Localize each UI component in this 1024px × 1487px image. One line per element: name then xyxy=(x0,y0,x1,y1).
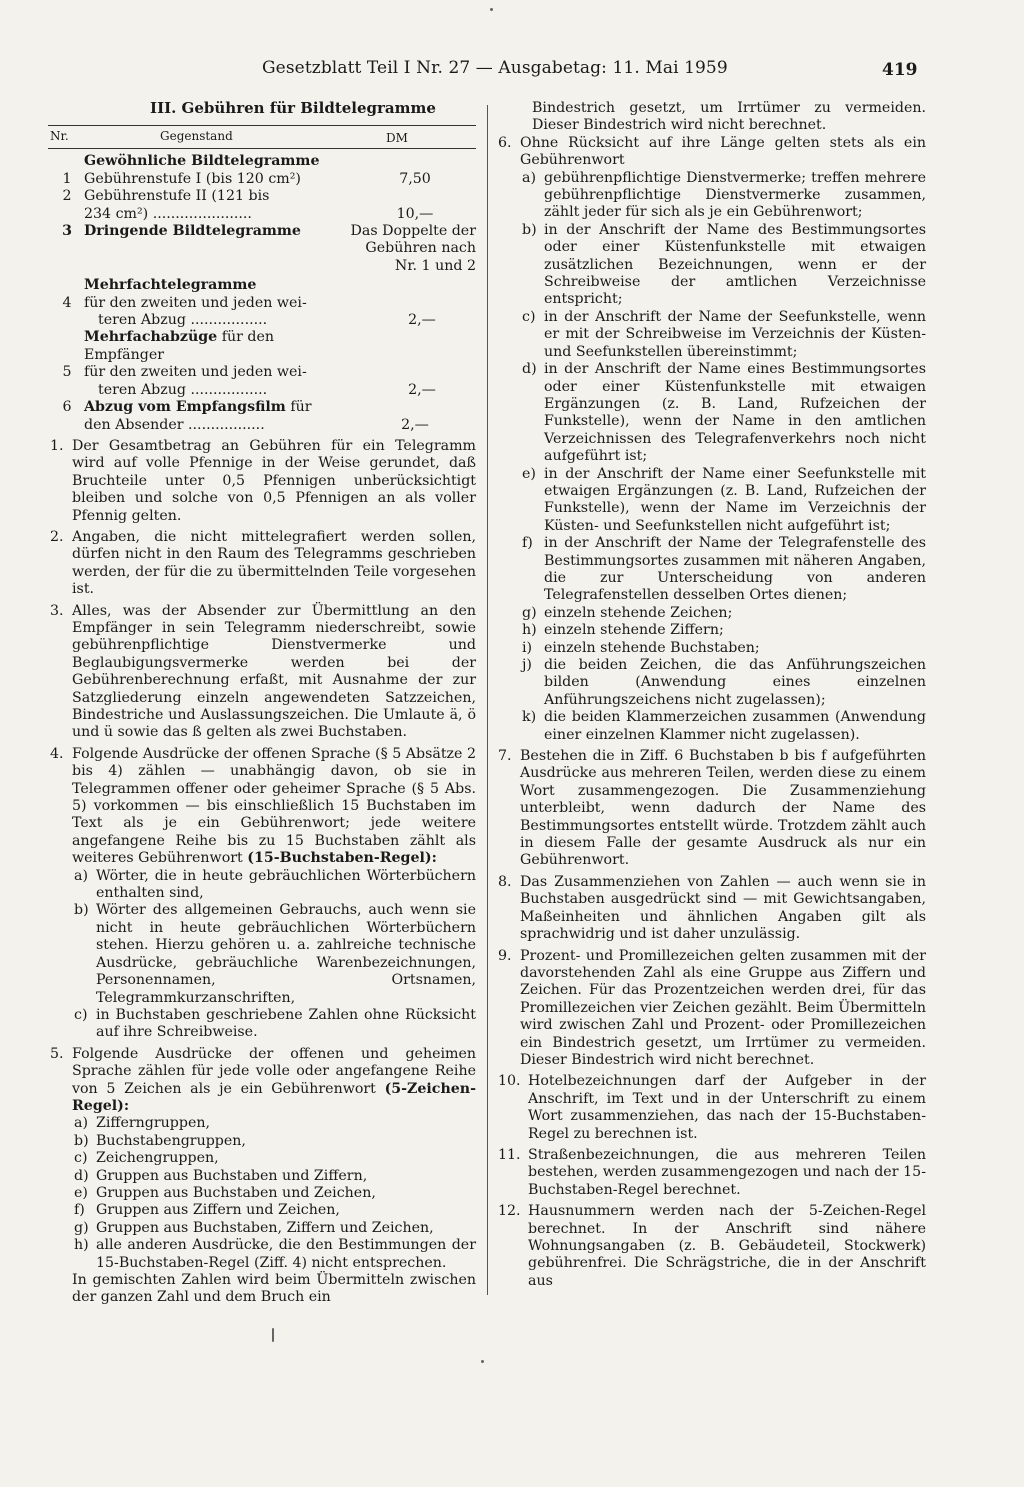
list-item: c) in Buchstaben geschriebene Zahlen ohne Rücksicht auf ihre Schreibweise. xyxy=(74,1006,476,1041)
table-row-continuation xyxy=(50,417,476,434)
row-number: 6 xyxy=(62,399,72,416)
table-group-heading: Mehrfachabzüge xyxy=(84,329,218,346)
table-row xyxy=(50,171,476,188)
paragraph-continuation: Bindestrich gesetzt, um Irrtümer zu vermeiden. Dieser Bindestrich wird nicht berechnet. xyxy=(532,100,926,134)
row-subject: den Absender ................. xyxy=(84,416,265,433)
paragraph-10: 10. Hotelbezeichnungen darf der Aufgeber in der Anschrift, im Text und in der Unterschrift zu einem Wort zusammenziehen, das nach der 15-Buchstaben-Regel zu berechnen ist. xyxy=(498,1073,926,1142)
row-amount: 10,— xyxy=(396,205,434,222)
row-amount: 2,— xyxy=(408,312,436,329)
list-item: e) in der Anschrift der Name einer Seefunkstelle mit etwaigen Ergänzungen (z. B. Land, Rufzeichen der Funkstelle), wenn der Name im Verzeichnis der Küsten- und Seefunkstellen nicht aufgeführt ist; xyxy=(522,465,926,534)
print-speck xyxy=(481,1360,484,1363)
row-number: 3 xyxy=(62,223,72,240)
paragraph-1: 1. Der Gesamtbetrag an Gebühren für ein Telegramm wird auf volle Pfennige in der Weise gerundet, daß Bruchteile unter 0,5 Pfennigen unberücksichtigt bleiben und solche von 0,5 Pfennigen an als voller Pfennig gelten. xyxy=(50,437,476,524)
row-subject: für den zweiten und jeden wei- xyxy=(84,364,307,381)
table-row-continuation xyxy=(50,312,476,329)
print-speck xyxy=(272,1328,274,1342)
table-group-heading: Mehrfachtelegramme xyxy=(84,277,257,294)
list-item: e) Gruppen aus Buchstaben und Zeichen, xyxy=(74,1184,376,1201)
section-title: III. Gebühren für Bildtelegramme xyxy=(150,99,436,117)
fee-table-header xyxy=(48,125,476,149)
list-item: c) in der Anschrift der Name der Seefunkstelle, wenn er mit der Schreibweise im Verzeichnis der Küsten- und Seefunkstellen übereinstimmt; xyxy=(522,308,926,360)
rule-name: (15-Buchstaben-Regel): xyxy=(247,850,437,867)
paragraph-9: 9. Prozent- und Promillezeichen gelten zusammen mit der davorstehenden Zahl als eine Gruppe aus Ziffern und Zeichen. Für das Prozentzeichen werden drei, für das Promillezeichen vier Zeichen gezählt. Beim Übermitteln wird zwischen Zahl und Prozent- oder Promillezeichen ein Bindestrich gesetzt, um Irrtümer zu vermeiden. Dieser Bindestrich wird nicht berechnet. xyxy=(498,947,926,1068)
row-subject: Gebührenstufe I (bis 120 cm²) xyxy=(84,170,301,187)
row-number: 4 xyxy=(62,294,72,311)
paragraph-3: 3. Alles, was der Absender zur Übermittlung an den Empfänger in sein Telegramm niederschreibt, sowie gebührenpflichtige Dienstvermerke und Beglaubigungsvermerke werden bei der Gebührenberechnung erfaßt, mit Ausnahme der zur Satzgliederung einzeln angewendeten Satzzeichen, Bindestriche und Auslassungszeichen. Die Umlaute ä, ö und ü sowie das ß gelten als zwei Buchstaben. xyxy=(50,602,476,741)
paragraph-5: 5. Folgende Ausdrücke der offenen und geheimen Sprache zählen für jede volle oder angefangene Reihe von 5 Zeichen als je ein Gebührenwort (5-Zeichen-Regel): a) Zifferngruppen, b) Buchstabengruppen, c) Zeichengruppen, d) Gruppen aus Buchstaben und Ziffern, e) Gruppen aus Buchstaben und Zeichen, f) Gruppen aus Ziffern und Zeichen, g) Gruppen aus Buchstaben, Ziffern und Zeichen, h) alle anderen Ausdrücke, die den Bestimmungen der 15-Buchstaben-Regel (Ziff. 4) nicht entsprechen. In gemischten Zahlen wird beim Übermitteln zwischen der ganzen Zahl und dem Bruch ein xyxy=(50,1045,476,1306)
table-row-continuation xyxy=(50,382,476,399)
list-item: a) Wörter, die in heute gebräuchlichen Wörterbüchern enthalten sind, xyxy=(74,867,476,902)
row-amount: Das Doppelte der Gebühren nach Nr. 1 und 2 xyxy=(350,223,476,274)
table-row: 6 Abzug vom Empfangsfilm für xyxy=(50,399,476,416)
list-item: c) Zeichengruppen, xyxy=(74,1150,219,1167)
row-subject: teren Abzug ................. xyxy=(98,312,268,329)
row-subject: Gebührenstufe II (121 bis xyxy=(84,188,270,205)
right-column xyxy=(498,100,926,1290)
row-subject: 234 cm²) ...................... xyxy=(84,205,252,222)
list-item: d) in der Anschrift der Name eines Bestimmungsortes oder einer Küstenfunkstelle mit etwaigen Ergänzungen (z. B. Land, Rufzeichen der Funkstelle), wenn der Name in den amtlichen Verzeichnissen des Telegrafenverkehrs noch nicht aufgeführt ist; xyxy=(522,361,926,465)
row-subject: teren Abzug ................. xyxy=(98,381,268,398)
table-row xyxy=(50,223,476,275)
column-header-dm: DM xyxy=(386,131,408,146)
list-item: h) einzeln stehende Ziffern; xyxy=(522,622,724,639)
table-row xyxy=(50,364,476,381)
list-item: b) Wörter des allgemeinen Gebrauchs, auch wenn sie nicht in heute gebräuchlichen Wörterbüchern stehen. Hierzu gehören u. a. zahlreiche technische Ausdrücke, gebräuchliche Warenbezeichnungen, Personennamen, Ortsnamen, Telegrammkurzanschriften, xyxy=(74,902,476,1006)
list-item: g) einzeln stehende Zeichen; xyxy=(522,604,733,621)
paragraph-11: 11. Straßenbezeichnungen, die aus mehreren Teilen bestehen, werden zusammengezogen und nach der 15-Buchstaben-Regel berechnet. xyxy=(498,1146,926,1198)
row-amount: 7,50 xyxy=(399,170,431,187)
paragraph-7: 7. Bestehen die in Ziff. 6 Buchstaben b bis f aufgeführten Ausdrücke aus mehreren Teilen, werden diese zu einem Wort zusammengezogen. Die Zusammenziehung unterbleibt, wenn dadurch der Name des Bestimmungsortes entstellt würde. Trotzdem zählt auch in diesem Falle der gesamte Ausdruck als nur ein Gebührenwort. xyxy=(498,748,926,869)
page-number: 419 xyxy=(882,60,918,80)
list-item: j) die beiden Zeichen, die das Anführungszeichen bilden (Anwendung eines einzelnen Anführungszeichens nicht zugelassen); xyxy=(522,657,926,708)
column-header-subject: Gegenstand xyxy=(160,129,233,144)
list-item: g) Gruppen aus Buchstaben, Ziffern und Zeichen, xyxy=(74,1219,434,1236)
rule-name: (5-Zeichen-Regel): xyxy=(72,1080,476,1114)
list-item: i) einzeln stehende Buchstaben; xyxy=(522,639,760,656)
list-item: b) Buchstabengruppen, xyxy=(74,1132,246,1149)
list-item: h) alle anderen Ausdrücke, die den Bestimmungen der 15-Buchstaben-Regel (Ziff. 4) nicht entsprechen. xyxy=(74,1237,476,1271)
row-subject: für den zweiten und jeden wei- xyxy=(84,294,307,311)
paragraph-6: 6. Ohne Rücksicht auf ihre Länge gelten stets als ein Gebührenwort a) gebührenpflichtige Dienstvermerke; treffen mehrere gebührenpflichtige Dienstvermerke zusammen, zählt jeder für sich als je ein Gebührenwort; b) in der Anschrift der Name des Bestimmungsortes oder einer Küstenfunkstelle mit etwaigen zusätzlichen Bezeichnungen, wenn er der Schreibweise der amtlichen Verzeichnisse entspricht; c) in der Anschrift der Name der Seefunkstelle, wenn er mit der Schreibweise im Verzeichnis der Küsten- und Seefunkstellen übereinstimmt; d) in der Anschrift der Name eines Bestimmungsortes oder einer Küstenfunkstelle mit etwaigen Ergänzungen (z. B. Land, Rufzeichen der Funkstelle), wenn der Name in den amtlichen Verzeichnissen des Telegrafenverkehrs noch nicht aufgeführt ist; e) in der Anschrift der Name einer Seefunkstelle mit etwaigen Ergänzungen (z. B. Land, Rufzeichen der Funkstelle), wenn der Name im Verzeichnis der Küsten- und Seefunkstellen nicht aufgeführt ist; f) in der Anschrift der Name der Telegrafenstelle des Bestimmungsortes zusammen mit näheren Angaben, die zur Unterscheidung von anderen Telegrafenstellen desselben Ortes dienen; g) einzeln stehende Zeichen; h) einzeln stehende Ziffern; i) einzeln stehende Buchstaben; j) die beiden Zeichen, die das Anführungszeichen bilden (Anwendung eines einzelnen Anführungszeichens nicht zugelassen); k) die beiden Klammerzeichen zusammen (Anwendung einer einzelnen Klammer nicht zugelassen). xyxy=(498,134,926,743)
row-number: 1 xyxy=(62,170,72,187)
paragraph-2: 2. Angaben, die nicht mittelegrafiert werden sollen, dürfen nicht in den Raum des Telegramms geschrieben werden, der für die zu übermittelnden Teile vorgesehen ist. xyxy=(50,528,476,598)
row-subject: Abzug vom Empfangsfilm xyxy=(84,399,286,416)
list-item: k) die beiden Klammerzeichen zusammen (Anwendung einer einzelnen Klammer nicht zugelassen). xyxy=(522,709,926,743)
table-row xyxy=(50,295,476,312)
table-row-continuation xyxy=(50,206,476,223)
row-amount: 2,— xyxy=(401,416,429,433)
list-item: a) gebührenpflichtige Dienstvermerke; treffen mehrere gebührenpflichtige Dienstvermerke zusammen, zählt jeder für sich als je ein Gebührenwort; xyxy=(522,169,926,221)
paragraph-continuation: In gemischten Zahlen wird beim Übermitteln zwischen der ganzen Zahl und dem Bruch ein xyxy=(72,1272,476,1306)
list-item: a) Zifferngruppen, xyxy=(74,1115,210,1132)
paragraph-8: 8. Das Zusammenziehen von Zahlen — auch wenn sie in Buchstaben ausgedrückt sind — mit Gewichtsangaben, Maßeinheiten und ähnlichen Angaben gilt als sprachwidrig und ist daher unzulässig. xyxy=(498,873,926,943)
list-item: d) Gruppen aus Buchstaben und Ziffern, xyxy=(74,1167,368,1184)
paragraph-4: 4. Folgende Ausdrücke der offenen Sprache (§ 5 Absätze 2 bis 4) zählen — unabhängig davon, ob sie in Telegrammen offener oder geheimer Sprache (§ 5 Abs. 5) vorkommen — bis einschließlich 15 Buchstaben im Text als je ein Gebührenwort; jede weitere angefangene Reihe bis zu 15 Buchstaben zählt als weiteres Gebührenwort (15-Buchstaben-Regel): a) Wörter, die in heute gebräuchlichen Wörterbüchern enthalten sind, b) Wörter des allgemeinen Gebrauchs, auch wenn sie nicht in heute gebräuchlichen Wörterbüchern stehen. Hierzu gehören u. a. zahlreiche technische Ausdrücke, gebräuchliche Warenbezeichnungen, Personennamen, Ortsnamen, Telegrammkurzanschriften, c) in Buchstaben geschriebene Zahlen ohne Rücksicht auf ihre Schreibweise. xyxy=(50,745,476,1041)
row-amount: 2,— xyxy=(408,381,436,398)
list-item: b) in der Anschrift der Name des Bestimmungsortes oder einer Küstenfunkstelle mit etwaigen zusätzlichen Bezeichnungen, wenn er der Schreibweise der amtlichen Verzeichnisse entspricht; xyxy=(522,221,926,308)
fee-table: Gewöhnliche Bildtelegramme 1 Gebührenstufe I (bis 120 cm²) 7,50 2 Gebührenstufe II (121 bis 234 cm²) ...................... 10,— 3 Dringende Bildtelegramme Das Doppelte der Gebühren nach Nr. 1 und 2 Mehrfachtelegramme 4 für den zweiten und jeden wei- teren Abzug ................. 2,— Mehrfachabzüge für den Empfänger 5 für den zweiten und jeden wei- teren Abzug ................. 2,— 6 Abzug vom Empfangsfilm für den Absender ................. 2,— xyxy=(50,153,476,434)
running-header: Gesetzblatt Teil I Nr. 27 — Ausgabetag: 11. Mai 1959 xyxy=(262,58,728,78)
paragraph-12: 12. Hausnummern werden nach der 5-Zeichen-Regel berechnet. In der Anschrift sind nähere Wohnungsangaben (z. B. Gebäudeteil, Stockwerk) gebührenfrei. Die Schrägstriche, die in der Anschrift aus xyxy=(498,1203,926,1289)
table-row xyxy=(50,188,476,205)
row-subject: Dringende Bildtelegramme xyxy=(84,223,301,240)
row-number: 2 xyxy=(62,188,72,205)
table-group-heading: Gewöhnliche Bildtelegramme xyxy=(84,153,320,170)
row-number: 5 xyxy=(62,364,72,381)
left-column xyxy=(50,100,476,1307)
print-speck xyxy=(490,8,493,11)
column-divider xyxy=(487,105,488,1295)
column-header-nr: Nr. xyxy=(50,129,69,144)
list-item: f) Gruppen aus Ziffern und Zeichen, xyxy=(74,1202,340,1219)
list-item: f) in der Anschrift der Name der Telegrafenstelle des Bestimmungsortes zusammen mit näheren Angaben, die zur Unterscheidung von anderen Telegrafenstellen desselben Ortes dienen; xyxy=(522,535,926,604)
